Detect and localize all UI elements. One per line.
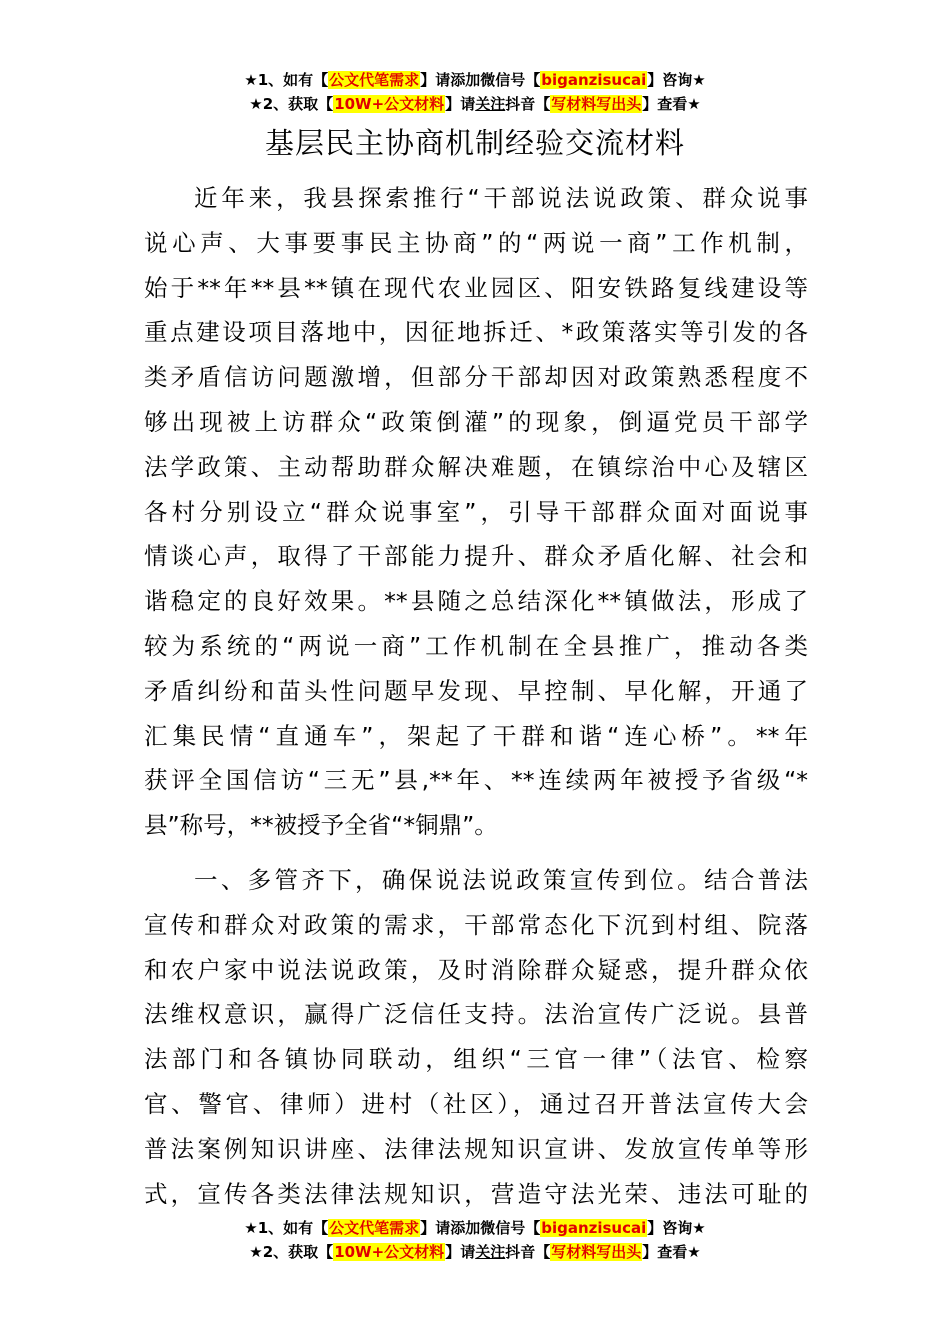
- highlight-wechat-id[interactable]: biganzisucai: [541, 71, 647, 89]
- banner-line-2: ★2、获取【10W+公文材料】请关注抖音【写材料写出头】查看★: [249, 1243, 701, 1261]
- text-line: 情谈心声，取得了干部能力提升、群众矛盾化解、社会和: [144, 542, 808, 571]
- banner-line-1: ★1、如有【公文代笔需求】请添加微信号【biganzisucai】咨询★: [244, 71, 706, 89]
- highlight-wechat-id[interactable]: biganzisucai: [541, 1219, 647, 1237]
- text-line: 官、警官、律师）进村（社区），通过召开普法宣传大会: [144, 1089, 808, 1118]
- banner-line-2: ★2、获取【10W+公文材料】请关注抖音【写材料写出头】查看★: [249, 95, 701, 113]
- highlight-service: 公文代笔需求: [329, 71, 420, 89]
- highlight-service: 公文代笔需求: [329, 1219, 420, 1237]
- text-line: 近年来，我县探索推行“干部说法说政策、群众说事: [194, 184, 808, 212]
- text-line: 矛盾纠纷和苗头性问题早发现、早控制、早化解，开通了: [144, 676, 808, 705]
- text-line: 法学政策、主动帮助群众解决难题，在镇综治中心及辖区: [144, 452, 808, 481]
- text-line: 式，宣传各类法律法规知识，营造守法光荣、违法可耻的: [144, 1179, 808, 1208]
- highlight-materials: 10W+公文材料: [334, 95, 445, 113]
- paragraph-section-1: [144, 858, 808, 1216]
- text-line: 获评全国信访“三无”县,**年、**连续两年被授予省级“*: [144, 766, 808, 795]
- text-line: 说心声、大事要事民主协商”的“两说一商”工作机制，: [144, 228, 808, 257]
- top-banner: [0, 68, 950, 116]
- text-line: 各村分别设立“群众说事室”，引导干部群众面对面说事: [144, 497, 808, 526]
- text-line: 汇集民情“直通车”，架起了干群和谐“连心桥”。**年: [144, 721, 808, 750]
- text-line: 较为系统的“两说一商”工作机制在全县推广，推动各类: [144, 631, 808, 660]
- text-line: 谐稳定的良好效果。**县随之总结深化**镇做法，形成了: [144, 587, 808, 616]
- document-title: 基层民主协商机制经验交流材料: [264, 126, 685, 160]
- banner-line-1: ★1、如有【公文代笔需求】请添加微信号【biganzisucai】咨询★: [244, 1219, 706, 1237]
- text-line: 一、多管齐下，确保说法说政策宣传到位。结合普法: [194, 866, 808, 894]
- paragraph-intro: [144, 176, 808, 848]
- text-line: 重点建设项目落地中，因征地拆迁、*政策落实等引发的各: [144, 318, 808, 347]
- text-line: 类矛盾信访问题激增，但部分干部却因对政策熟悉程度不: [144, 363, 808, 392]
- highlight-douyin-account[interactable]: 写材料写出头: [551, 95, 642, 113]
- text-line: 法维权意识，赢得广泛信任支持。法治宣传广泛说。县普: [144, 1000, 808, 1029]
- text-line: 够出现被上访群众“政策倒灌”的现象，倒逼党员干部学: [144, 407, 808, 436]
- underlined-follow: 关注: [475, 1243, 506, 1261]
- underlined-follow: 关注: [475, 95, 506, 113]
- text-line: 普法案例知识讲座、法律法规知识宣讲、发放宣传单等形: [144, 1134, 808, 1163]
- text-line: 始于**年**县**镇在现代农业园区、阳安铁路复线建设等: [144, 273, 808, 302]
- highlight-douyin-account[interactable]: 写材料写出头: [551, 1243, 642, 1261]
- text-line: 法部门和各镇协同联动，组织“三官一律”（法官、检察: [144, 1045, 808, 1074]
- text-line: 宣传和群众对政策的需求，干部常态化下沉到村组、院落: [144, 910, 808, 939]
- text-line: 县”称号，**被授予全省“*铜鼎”。: [144, 811, 498, 840]
- text-line: 和农户家中说法说政策，及时消除群众疑惑，提升群众依: [144, 955, 808, 984]
- bottom-banner: [0, 1216, 950, 1264]
- highlight-materials: 10W+公文材料: [334, 1243, 445, 1261]
